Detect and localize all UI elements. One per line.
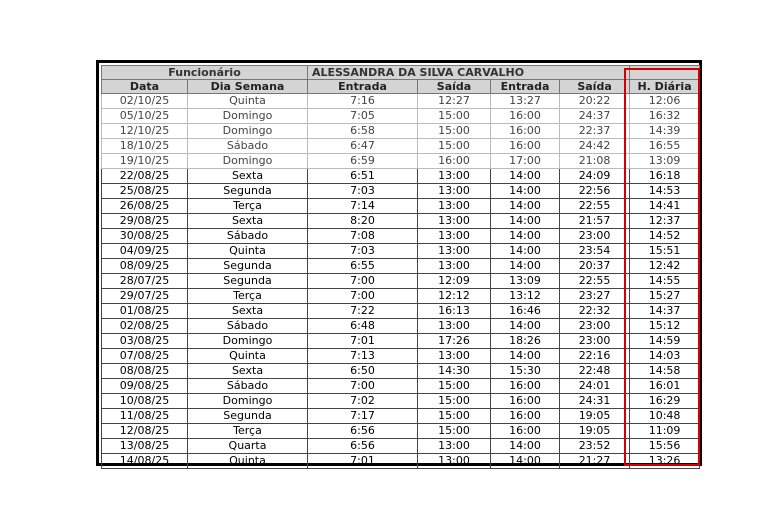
cell-horas-diarias: 16:18 [630, 169, 700, 184]
cell-entrada-1: 7:13 [308, 349, 418, 364]
table-row [102, 94, 700, 109]
cell-entrada-2: 13:12 [491, 289, 560, 304]
table-row [102, 454, 700, 469]
cell-data: 11/08/25 [102, 409, 188, 424]
cell-data: 14/08/25 [102, 454, 188, 469]
cell-entrada-1: 7:05 [308, 109, 418, 124]
cell-data: 02/10/25 [102, 94, 188, 109]
cell-data: 12/08/25 [102, 424, 188, 439]
table-row [102, 229, 700, 244]
cell-saida-2: 21:08 [560, 154, 630, 169]
cell-data: 28/07/25 [102, 274, 188, 289]
cell-dia-semana: Sábado [188, 229, 308, 244]
table-row [102, 124, 700, 139]
cell-entrada-1: 7:00 [308, 274, 418, 289]
cell-saida-1: 13:00 [418, 319, 491, 334]
cell-dia-semana: Sexta [188, 169, 308, 184]
cell-entrada-1: 6:58 [308, 124, 418, 139]
table-row [102, 184, 700, 199]
col-header-entrada-1: Entrada [308, 80, 418, 94]
cell-saida-2: 24:42 [560, 139, 630, 154]
cell-data: 04/09/25 [102, 244, 188, 259]
cell-data: 29/08/25 [102, 214, 188, 229]
cell-entrada-1: 7:03 [308, 184, 418, 199]
cell-entrada-2: 16:00 [491, 409, 560, 424]
cell-dia-semana: Quinta [188, 349, 308, 364]
cell-saida-1: 15:00 [418, 394, 491, 409]
cell-saida-2: 21:27 [560, 454, 630, 469]
cell-dia-semana: Terça [188, 289, 308, 304]
cell-saida-1: 13:00 [418, 184, 491, 199]
cell-entrada-1: 7:00 [308, 379, 418, 394]
table-row [102, 214, 700, 229]
cell-data: 25/08/25 [102, 184, 188, 199]
cell-data: 18/10/25 [102, 139, 188, 154]
cell-saida-2: 23:00 [560, 334, 630, 349]
cell-dia-semana: Sábado [188, 379, 308, 394]
cell-entrada-1: 7:00 [308, 289, 418, 304]
cell-entrada-1: 6:48 [308, 319, 418, 334]
cell-dia-semana: Sábado [188, 139, 308, 154]
cell-entrada-2: 13:09 [491, 274, 560, 289]
cell-saida-1: 15:00 [418, 424, 491, 439]
cell-horas-diarias: 14:58 [630, 364, 700, 379]
cell-entrada-1: 8:20 [308, 214, 418, 229]
cell-dia-semana: Sexta [188, 304, 308, 319]
cell-saida-1: 13:00 [418, 244, 491, 259]
cell-horas-diarias: 16:29 [630, 394, 700, 409]
cell-saida-2: 19:05 [560, 409, 630, 424]
cell-saida-1: 15:00 [418, 109, 491, 124]
table-row [102, 409, 700, 424]
cell-saida-1: 15:00 [418, 124, 491, 139]
cell-entrada-1: 6:51 [308, 169, 418, 184]
cell-data: 10/08/25 [102, 394, 188, 409]
cell-saida-2: 22:56 [560, 184, 630, 199]
cell-dia-semana: Quarta [188, 439, 308, 454]
cell-saida-1: 13:00 [418, 229, 491, 244]
cell-horas-diarias: 12:06 [630, 94, 700, 109]
cell-data: 05/10/25 [102, 109, 188, 124]
cell-saida-1: 15:00 [418, 379, 491, 394]
cell-saida-1: 15:00 [418, 409, 491, 424]
cell-saida-1: 15:00 [418, 139, 491, 154]
cell-entrada-2: 14:00 [491, 214, 560, 229]
cell-saida-2: 19:05 [560, 424, 630, 439]
cell-dia-semana: Quinta [188, 244, 308, 259]
cell-saida-1: 14:30 [418, 364, 491, 379]
cell-horas-diarias: 14:41 [630, 199, 700, 214]
table-row [102, 319, 700, 334]
cell-saida-1: 13:00 [418, 199, 491, 214]
cell-saida-1: 13:00 [418, 454, 491, 469]
cell-entrada-1: 6:50 [308, 364, 418, 379]
table-row [102, 394, 700, 409]
cell-saida-2: 23:54 [560, 244, 630, 259]
cell-entrada-2: 13:27 [491, 94, 560, 109]
cell-horas-diarias: 14:55 [630, 274, 700, 289]
employee-header-row [102, 66, 700, 80]
table-row [102, 349, 700, 364]
table-row [102, 169, 700, 184]
cell-horas-diarias: 10:48 [630, 409, 700, 424]
cell-horas-diarias: 15:56 [630, 439, 700, 454]
table-row [102, 439, 700, 454]
table-row [102, 379, 700, 394]
cell-dia-semana: Quinta [188, 454, 308, 469]
cell-saida-1: 13:00 [418, 349, 491, 364]
cell-saida-2: 22:32 [560, 304, 630, 319]
cell-data: 26/08/25 [102, 199, 188, 214]
cell-data: 03/08/25 [102, 334, 188, 349]
col-header-saida-2: Saída [560, 80, 630, 94]
cell-entrada-1: 7:22 [308, 304, 418, 319]
cell-data: 01/08/25 [102, 304, 188, 319]
cell-entrada-2: 18:26 [491, 334, 560, 349]
cell-entrada-1: 6:55 [308, 259, 418, 274]
cell-data: 02/08/25 [102, 319, 188, 334]
cell-horas-diarias: 12:42 [630, 259, 700, 274]
cell-saida-2: 23:52 [560, 439, 630, 454]
cell-data: 07/08/25 [102, 349, 188, 364]
table-row [102, 199, 700, 214]
cell-entrada-2: 14:00 [491, 199, 560, 214]
cell-dia-semana: Terça [188, 199, 308, 214]
cell-saida-1: 13:00 [418, 214, 491, 229]
cell-saida-2: 22:16 [560, 349, 630, 364]
cell-data: 19/10/25 [102, 154, 188, 169]
cell-saida-1: 16:00 [418, 154, 491, 169]
cell-data: 08/08/25 [102, 364, 188, 379]
cell-saida-2: 20:22 [560, 94, 630, 109]
table-row [102, 109, 700, 124]
cell-dia-semana: Segunda [188, 409, 308, 424]
cell-saida-1: 13:00 [418, 169, 491, 184]
cell-entrada-1: 7:17 [308, 409, 418, 424]
table-row [102, 334, 700, 349]
cell-dia-semana: Segunda [188, 259, 308, 274]
cell-horas-diarias: 14:52 [630, 229, 700, 244]
cell-entrada-2: 14:00 [491, 169, 560, 184]
cell-data: 30/08/25 [102, 229, 188, 244]
cell-horas-diarias: 15:51 [630, 244, 700, 259]
cell-saida-2: 22:55 [560, 274, 630, 289]
cell-saida-2: 24:09 [560, 169, 630, 184]
cell-dia-semana: Segunda [188, 274, 308, 289]
cell-horas-diarias: 16:55 [630, 139, 700, 154]
cell-dia-semana: Sexta [188, 214, 308, 229]
cell-entrada-2: 15:30 [491, 364, 560, 379]
cell-saida-1: 12:09 [418, 274, 491, 289]
cell-data: 22/08/25 [102, 169, 188, 184]
cell-data: 13/08/25 [102, 439, 188, 454]
cell-horas-diarias: 15:12 [630, 319, 700, 334]
cell-horas-diarias: 14:03 [630, 349, 700, 364]
cell-horas-diarias: 14:39 [630, 124, 700, 139]
col-header-data: Data [102, 80, 188, 94]
cell-horas-diarias: 13:26 [630, 454, 700, 469]
cell-entrada-1: 7:03 [308, 244, 418, 259]
cell-entrada-1: 6:56 [308, 424, 418, 439]
cell-saida-2: 20:37 [560, 259, 630, 274]
cell-entrada-2: 14:00 [491, 229, 560, 244]
table-row [102, 289, 700, 304]
table-row [102, 259, 700, 274]
cell-entrada-2: 14:00 [491, 184, 560, 199]
cell-dia-semana: Sexta [188, 364, 308, 379]
cell-entrada-2: 14:00 [491, 349, 560, 364]
cell-horas-diarias: 16:32 [630, 109, 700, 124]
employee-name: ALESSANDRA DA SILVA CARVALHO [308, 66, 630, 80]
cell-horas-diarias: 14:53 [630, 184, 700, 199]
cell-entrada-2: 14:00 [491, 319, 560, 334]
cell-dia-semana: Terça [188, 424, 308, 439]
cell-entrada-2: 14:00 [491, 454, 560, 469]
employee-header-empty [630, 66, 700, 80]
table-row [102, 244, 700, 259]
cell-horas-diarias: 14:59 [630, 334, 700, 349]
table-row [102, 304, 700, 319]
cell-saida-2: 22:48 [560, 364, 630, 379]
cell-horas-diarias: 15:27 [630, 289, 700, 304]
cell-saida-2: 24:01 [560, 379, 630, 394]
cell-data: 29/07/25 [102, 289, 188, 304]
cell-dia-semana: Domingo [188, 154, 308, 169]
cell-horas-diarias: 14:37 [630, 304, 700, 319]
cell-entrada-2: 14:00 [491, 244, 560, 259]
table-row [102, 154, 700, 169]
cell-entrada-2: 16:00 [491, 139, 560, 154]
cell-saida-1: 16:13 [418, 304, 491, 319]
cell-data: 12/10/25 [102, 124, 188, 139]
cell-entrada-1: 7:16 [308, 94, 418, 109]
cell-entrada-2: 16:00 [491, 394, 560, 409]
cell-saida-1: 12:12 [418, 289, 491, 304]
cell-saida-1: 17:26 [418, 334, 491, 349]
cell-saida-1: 13:00 [418, 259, 491, 274]
cell-entrada-1: 6:56 [308, 439, 418, 454]
cell-horas-diarias: 11:09 [630, 424, 700, 439]
cell-entrada-2: 17:00 [491, 154, 560, 169]
table-row [102, 274, 700, 289]
cell-entrada-2: 14:00 [491, 439, 560, 454]
cell-saida-2: 22:37 [560, 124, 630, 139]
cell-dia-semana: Domingo [188, 109, 308, 124]
cell-saida-2: 23:00 [560, 319, 630, 334]
cell-saida-1: 13:00 [418, 439, 491, 454]
cell-horas-diarias: 12:37 [630, 214, 700, 229]
cell-entrada-2: 16:46 [491, 304, 560, 319]
timesheet [96, 60, 702, 466]
cell-horas-diarias: 13:09 [630, 154, 700, 169]
cell-entrada-2: 16:00 [491, 379, 560, 394]
cell-entrada-2: 14:00 [491, 259, 560, 274]
col-header-horas-diarias: H. Diária [630, 80, 700, 94]
cell-saida-2: 23:27 [560, 289, 630, 304]
cell-entrada-1: 7:01 [308, 334, 418, 349]
table-row [102, 424, 700, 439]
cell-saida-2: 24:31 [560, 394, 630, 409]
employee-label: Funcionário [102, 66, 308, 80]
cell-entrada-1: 6:59 [308, 154, 418, 169]
cell-entrada-2: 16:00 [491, 109, 560, 124]
table-row [102, 364, 700, 379]
cell-saida-2: 24:37 [560, 109, 630, 124]
cell-saida-1: 12:27 [418, 94, 491, 109]
table-row [102, 139, 700, 154]
cell-entrada-1: 6:47 [308, 139, 418, 154]
cell-entrada-1: 7:01 [308, 454, 418, 469]
cell-entrada-2: 16:00 [491, 424, 560, 439]
col-header-entrada-2: Entrada [491, 80, 560, 94]
cell-saida-2: 21:57 [560, 214, 630, 229]
cell-saida-2: 23:00 [560, 229, 630, 244]
cell-dia-semana: Segunda [188, 184, 308, 199]
cell-saida-2: 22:55 [560, 199, 630, 214]
col-header-dia-semana: Dia Semana [188, 80, 308, 94]
timesheet-table [101, 65, 700, 469]
cell-data: 08/09/25 [102, 259, 188, 274]
cell-horas-diarias: 16:01 [630, 379, 700, 394]
col-header-saida-1: Saída [418, 80, 491, 94]
column-header-row [102, 80, 700, 94]
cell-dia-semana: Domingo [188, 334, 308, 349]
cell-data: 09/08/25 [102, 379, 188, 394]
cell-entrada-2: 16:00 [491, 124, 560, 139]
cell-entrada-1: 7:14 [308, 199, 418, 214]
cell-dia-semana: Quinta [188, 94, 308, 109]
cell-dia-semana: Domingo [188, 124, 308, 139]
cell-dia-semana: Sábado [188, 319, 308, 334]
cell-entrada-1: 7:08 [308, 229, 418, 244]
cell-entrada-1: 7:02 [308, 394, 418, 409]
cell-dia-semana: Domingo [188, 394, 308, 409]
